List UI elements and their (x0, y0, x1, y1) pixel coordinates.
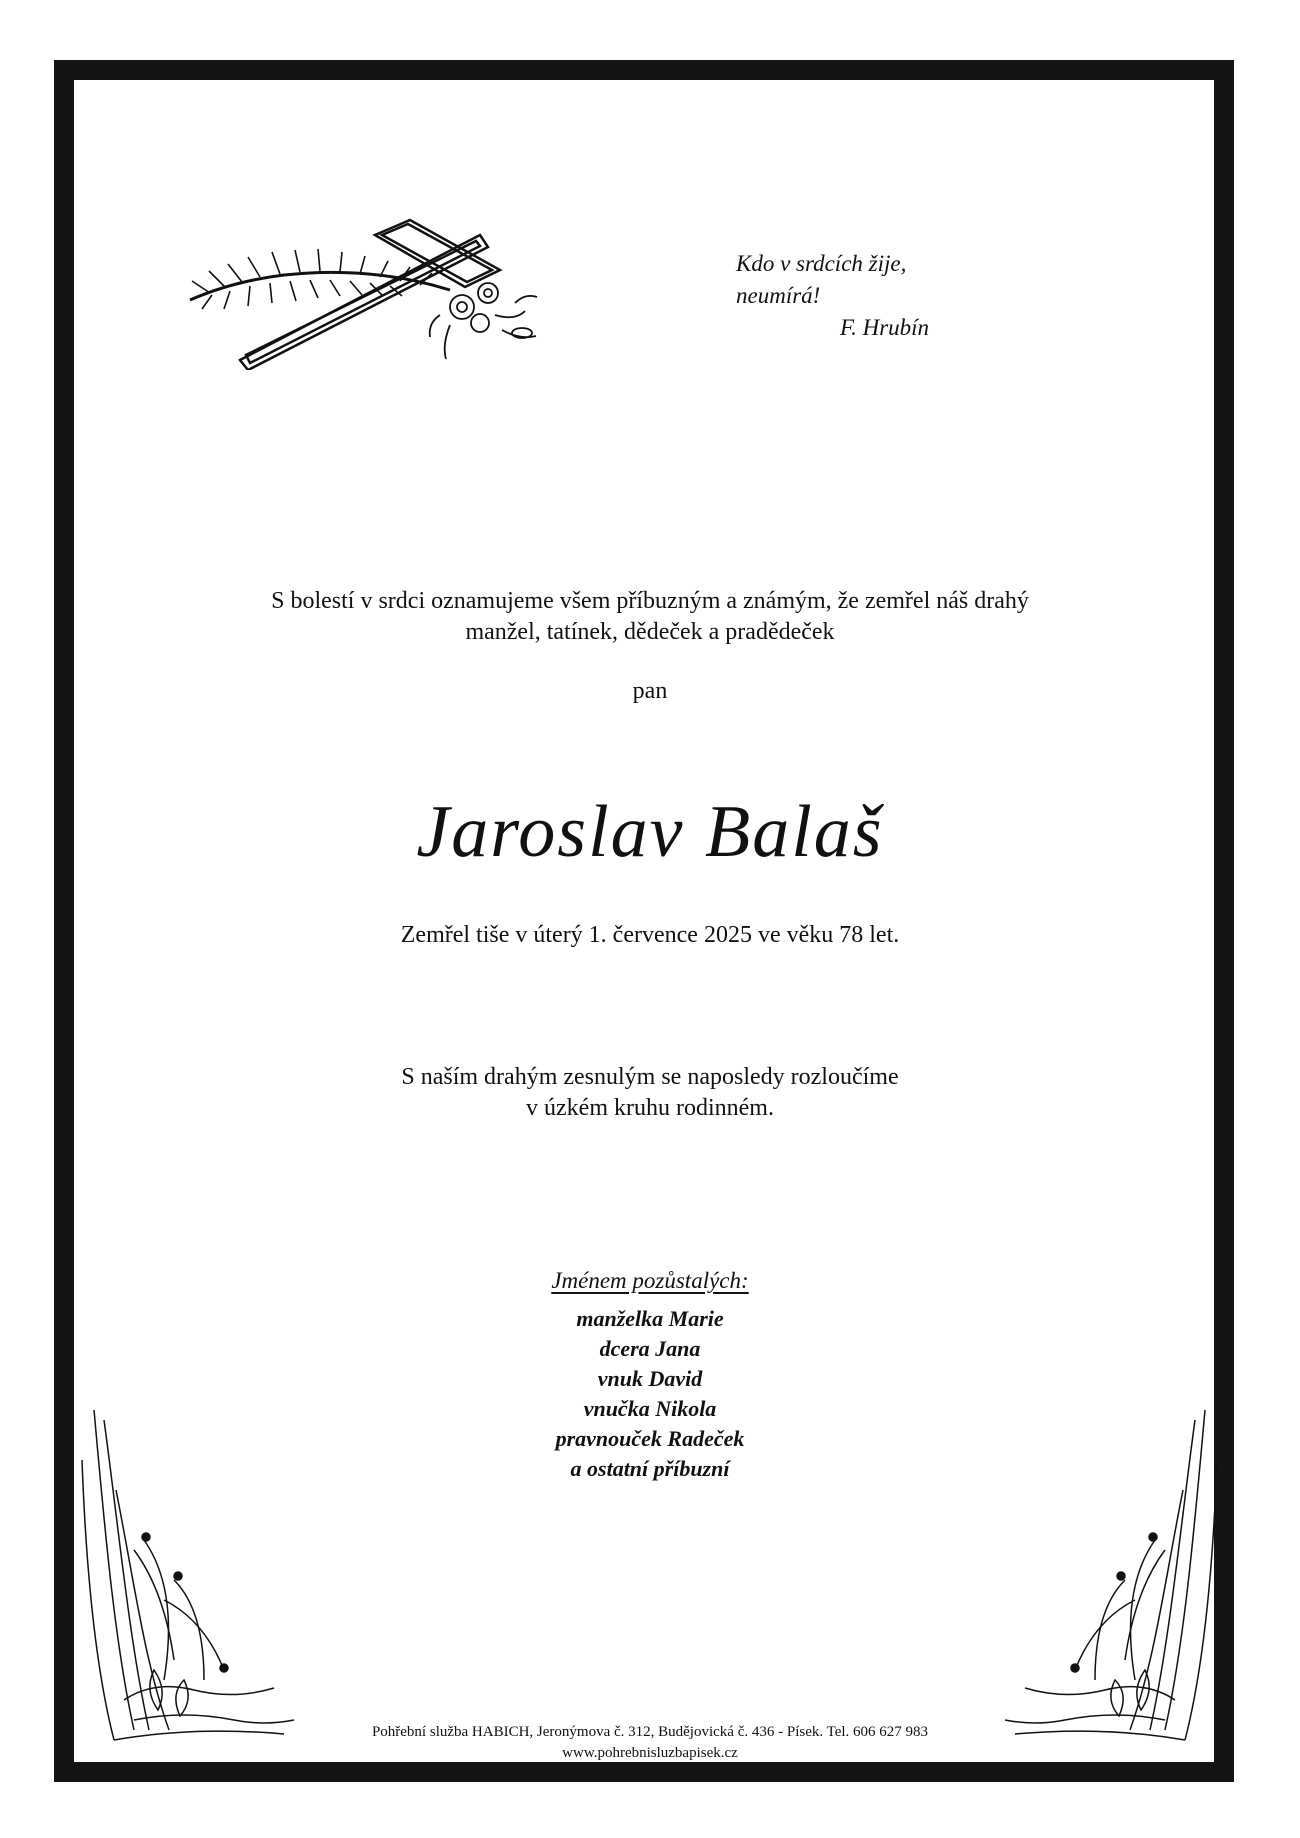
survivor-item: vnučka Nikola (583, 1396, 717, 1421)
quote-author: F. Hrubín (840, 315, 930, 340)
honorific: pan (632, 678, 668, 704)
survivor-item: manželka Marie (576, 1306, 724, 1331)
death-date-line: Zemřel tiše v úterý 1. července 2025 ve věku 78 let. (400, 922, 900, 948)
announcement-line-1: S bolestí v srdci oznamujeme všem příbuzným a známým, že zemřel náš drahý (271, 588, 1029, 614)
floral-corner-icon (74, 1400, 304, 1760)
quote-block (736, 248, 929, 344)
footer (0, 1722, 1300, 1764)
farewell-line-2: v úzkém kruhu rodinném. (526, 1095, 774, 1121)
survivor-item: pravnouček Radeček (555, 1426, 745, 1451)
farewell-line-1: S naším drahým zesnulým se naposledy rozloučíme (401, 1064, 899, 1090)
floral-corner-icon (995, 1400, 1225, 1760)
cross-with-palm-icon (150, 195, 630, 370)
survivor-item: vnuk David (597, 1366, 703, 1391)
announcement (0, 586, 1300, 648)
farewell-text (0, 1062, 1300, 1124)
footer-address: Pohřební služba HABICH, Jeronýmova č. 312, Budějovická č. 436 - Písek. Tel. 606 627 983 (371, 1724, 929, 1740)
quote-line-2: neumírá! (736, 283, 821, 308)
footer-website: www.pohrebnisluzbapisek.cz (562, 1745, 738, 1761)
announcement-line-2: manžel, tatínek, dědeček a pradědeček (465, 619, 835, 645)
survivor-item: a ostatní příbuzní (570, 1456, 730, 1481)
quote-line-1: Kdo v srdcích žije, (736, 251, 907, 276)
survivors-heading: Jménem pozůstalých: (551, 1268, 749, 1293)
deceased-name: Jaroslav Balaš (416, 791, 884, 873)
survivor-item: dcera Jana (599, 1336, 701, 1361)
